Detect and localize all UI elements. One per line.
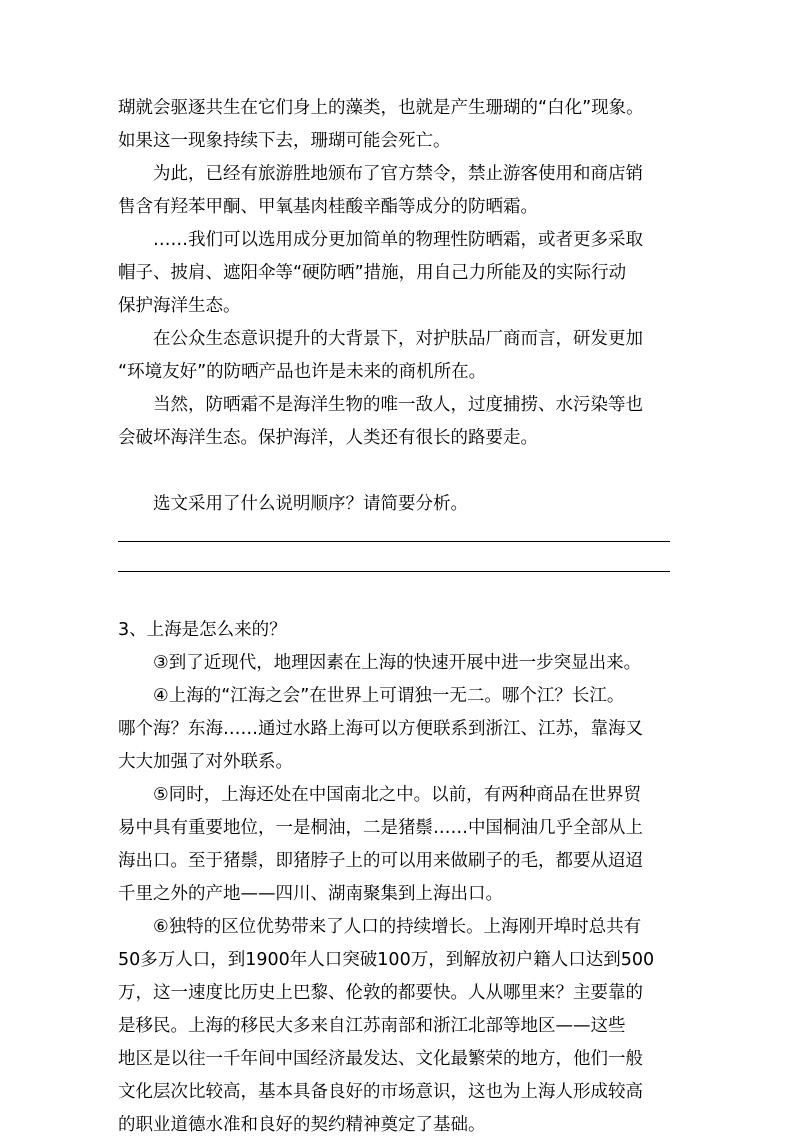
paragraph-line: 50多万人口，到1900年人口突破100万，到解放初户籍人口达到500 — [118, 950, 655, 970]
paragraph-line: 文化层次比较高，基本具备良好的市场意识，这也为上海人形成较高 — [118, 1082, 643, 1102]
paragraph-line: 当然，防晒霜不是海洋生物的唯一敌人，过度捕捞、水污染等也 — [153, 395, 643, 415]
paragraph-line: 为此，已经有旅游胜地颁布了官方禁令，禁止游客使用和商店销 — [153, 164, 643, 184]
paragraph-line: 海出口。至于猪鬃，即猪脖子上的可以用来做刷子的毛，都要从迢迢 — [118, 851, 643, 871]
paragraph-line: 的职业道德水准和良好的契约精神奠定了基础。 — [118, 1115, 486, 1135]
paragraph-line: ③到了近现代，地理因素在上海的快速开展中进一步突显出来。 — [153, 653, 642, 673]
paragraph-line: 哪个海？东海……通过水路上海可以方便联系到浙江、江苏，靠海又 — [118, 719, 643, 739]
document-page — [118, 92, 684, 1142]
paragraph-line: 瑚就会驱逐共生在它们身上的藻类，也就是产生珊瑚的“白化”现象。 — [118, 98, 644, 118]
answer-line[interactable] — [118, 521, 684, 551]
paragraph-line: 易中具有重要地位，一是桐油，二是猪鬃……中国桐油几乎全部从上 — [118, 818, 643, 838]
paragraph-line: “环境友好”的防晒产品也许是未来的商机所在。 — [118, 362, 487, 382]
paragraph-line: 万，这一速度比历史上巴黎、伦敦的都要快。人从哪里来？主要靠的 — [118, 983, 643, 1003]
paragraph-line: 千里之外的产地——四川、湖南聚集到上海出口。 — [118, 884, 503, 904]
paragraph-line: 保护海洋生态。 — [118, 296, 241, 316]
spacer — [118, 455, 684, 488]
paragraph-line: ⑥独特的区位优势带来了人口的持续增长。上海刚开埠时总共有 — [153, 917, 642, 937]
paragraph-line: 在公众生态意识提升的大背景下，对护肤品厂商而言，研发更加 — [153, 329, 643, 349]
section-heading: 3、上海是怎么来的？ — [118, 620, 287, 640]
paragraph-line: 如果这一现象持续下去，珊瑚可能会死亡。 — [118, 131, 451, 151]
paragraph-line: 售含有羟苯甲酮、甲氧基肉桂酸辛酯等成分的防晒霜。 — [118, 197, 538, 217]
paragraph-line: 会破坏海洋生态。保护海洋，人类还有很长的路要走。 — [118, 428, 538, 448]
paragraph-line: 是移民。上海的移民大多来自江苏南部和浙江北部等地区——这些 — [118, 1016, 626, 1036]
paragraph-line: ④上海的“江海之会”在世界上可谓独一无二。哪个江？长江。 — [153, 686, 625, 706]
paragraph-line: 帽子、披肩、遮阳伞等“硬防晒”措施，用自己力所能及的实际行动 — [118, 263, 627, 283]
paragraph-line: ⑤同时，上海还处在中国南北之中。以前，有两种商品在世界贸 — [153, 785, 642, 805]
spacer — [118, 581, 684, 614]
question-text: 选文采用了什么说明顺序？请简要分析。 — [153, 494, 468, 514]
paragraph-line: 大大加强了对外联系。 — [118, 752, 293, 772]
paragraph-line: ……我们可以选用成分更加简单的物理性防晒霜，或者更多采取 — [153, 230, 643, 250]
paragraph-line: 地区是以往一千年间中国经济最发达、文化最繁荣的地方，他们一般 — [118, 1049, 643, 1069]
answer-line[interactable] — [118, 551, 684, 581]
